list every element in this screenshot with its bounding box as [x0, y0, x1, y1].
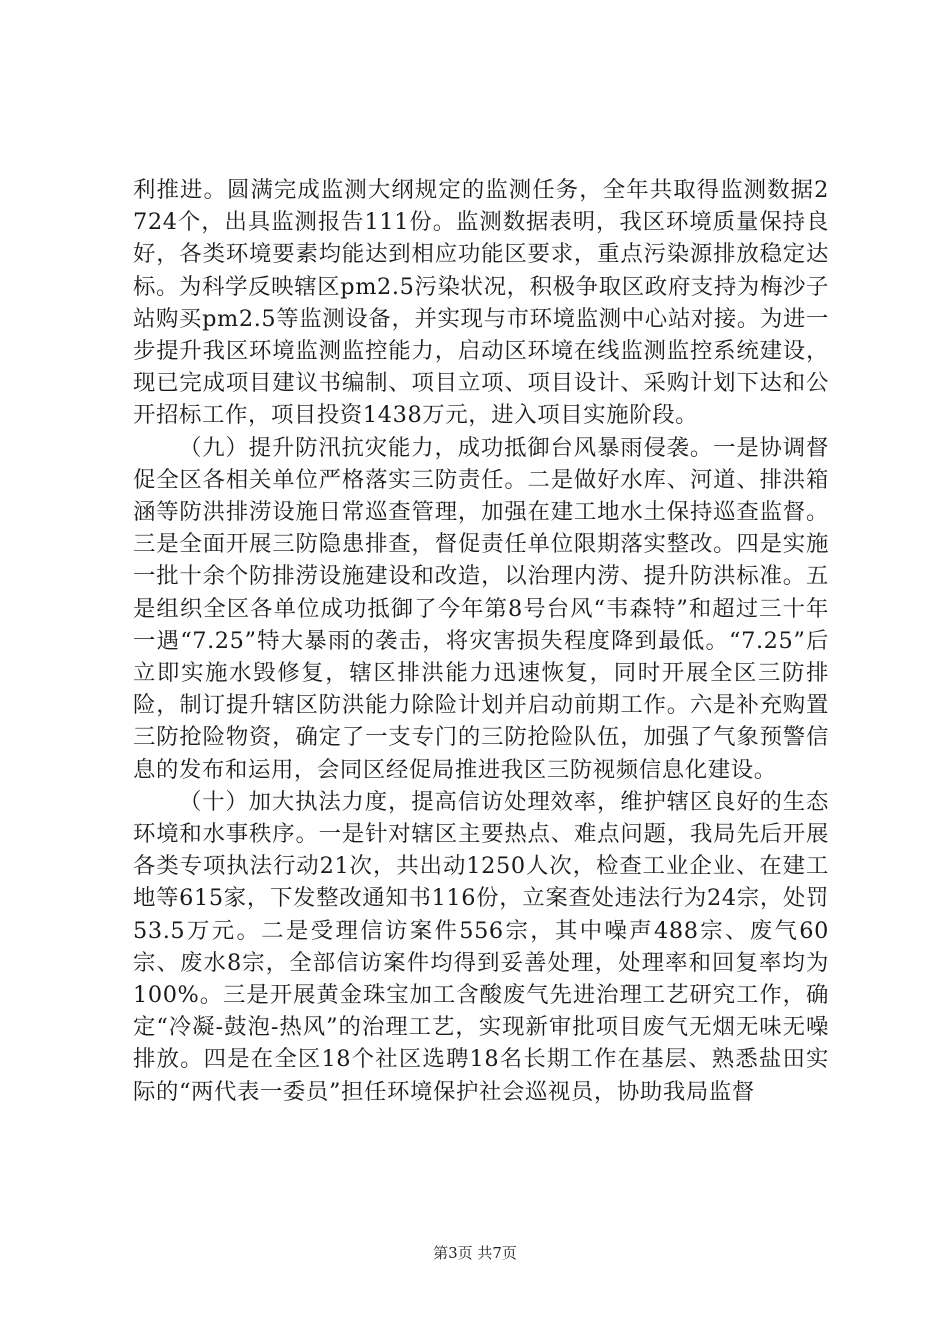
paragraph-continued: 利推进。圆满完成监测大纲规定的监测任务，全年共取得监测数据2724个，出具监测报告111份。监测数据表明，我区环境质量保持良好，各类环境要素均能达到相应功能区要求，重点污染源排放稳定达标。为科学反映辖区pm2.5污染状况，积极争取区政府支持为梅沙子站购买pm2.5等监测设备，并实现与市环境监测中心站对接。为进一步提升我区环境监测监控能力，启动区环境在线监测监控系统建设，现已完成项目建议书编制、项目立项、项目设计、采购计划下达和公开招标工作，项目投资1438万元，进入项目实施阶段。 [133, 177, 829, 429]
paragraph-section-10: （十）加大执法力度，提高信访处理效率，维护辖区良好的生态环境和水事秩序。一是针对辖区主要热点、难点问题，我局先后开展各类专项执法行动21次，共出动1250人次，检查工业企业、在建工地等615家，下发整改通知书116份，立案查处违法行为24宗，处罚53.5万元。二是受理信访案件556宗，其中噪声488宗、废气60宗、废水8宗，全部信访案件均得到妥善处理，处理率和回复率均为100%。三是开展黄金珠宝加工含酸废气先进治理工艺研究工作，确定“冷凝-鼓泡-热风”的治理工艺，实现新审批项目废气无烟无味无噪排放。四是在全区18个社区选聘18名长期工作在基层、熟悉盐田实际的“两代表一委员”担任环境保护社会巡视员，协助我局监督 [133, 788, 829, 1105]
page-footer: 第3页 共7页 [433, 1244, 517, 1262]
paragraph-section-9: （九）提升防汛抗灾能力，成功抵御台风暴雨侵袭。一是协调督促全区各相关单位严格落实三防责任。二是做好水库、河道、排洪箱涵等防洪排涝设施日常巡查管理，加强在建工地水土保持巡查监督。三是全面开展三防隐患排查，督促责任单位限期落实整改。四是实施一批十余个防排涝设施建设和改造，以治理内涝、提升防洪标准。五是组织全区各单位成功抵御了今年第8号台风“韦森特”和超过三十年一遇“7.25”特大暴雨的袭击，将灾害损失程度降到最低。“7.25”后立即实施水毁修复，辖区排洪能力迅速恢复，同时开展全区三防排险，制订提升辖区防洪能力除险计划并启动前期工作。六是补充购置三防抢险物资，确定了一支专门的三防抢险队伍，加强了气象预警信息的发布和运用，会同区经促局推进我区三防视频信息化建设。 [133, 434, 829, 783]
document-body [133, 174, 829, 1108]
